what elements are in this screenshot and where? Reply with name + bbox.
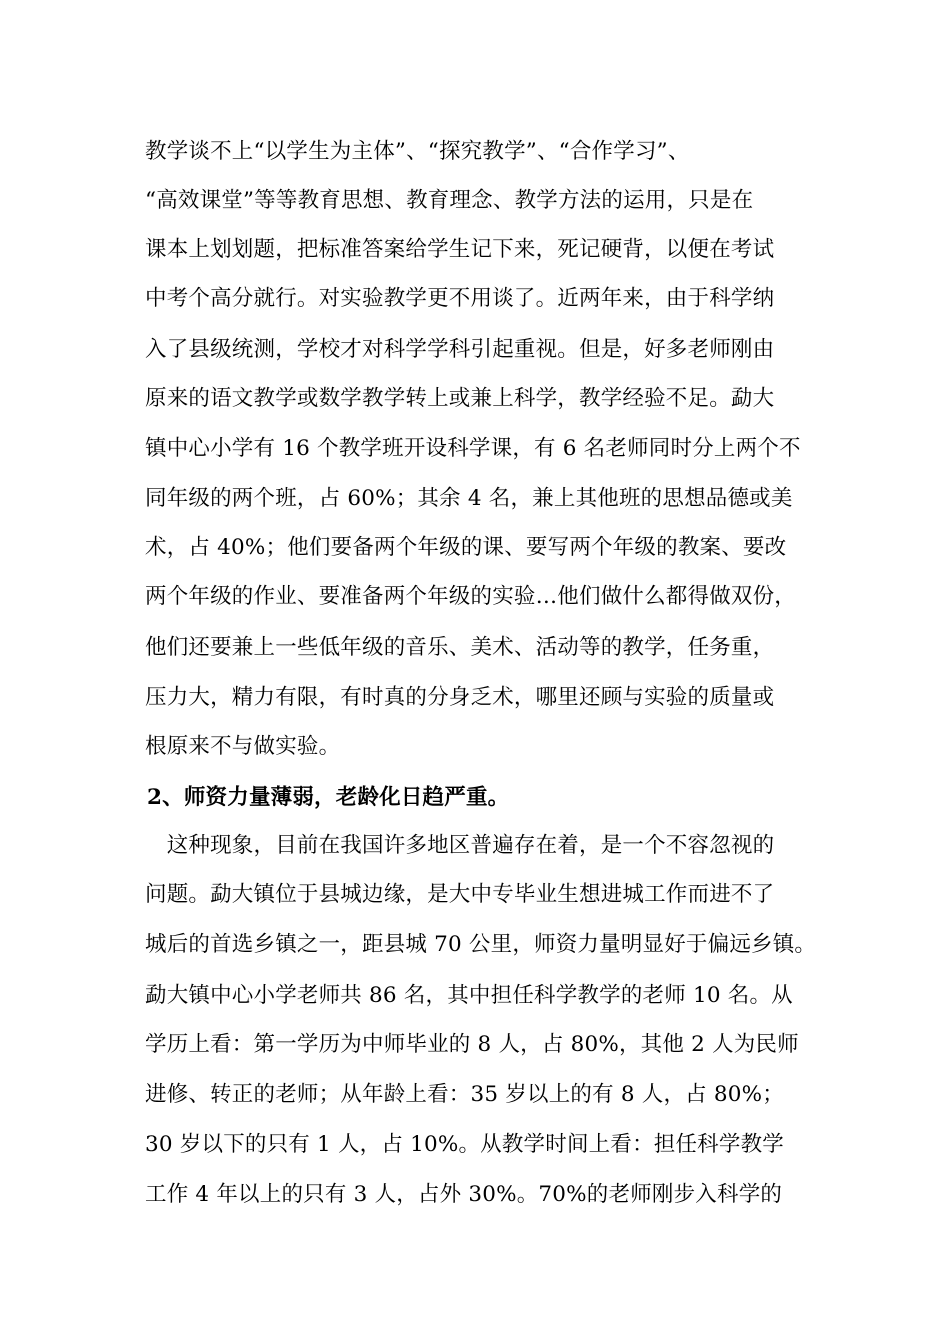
paragraph-line: 学历上看：第一学历为中师毕业的 8 人，占 80%，其他 2 人为民师 [145, 1032, 799, 1057]
paragraph-line: 同年级的两个班，占 60%；其余 4 名，兼上其他班的思想品德或美 [145, 486, 793, 511]
paragraph-line: 根原来不与做实验。 [145, 734, 341, 759]
paragraph-line: 工作 4 年以上的只有 3 人，占外 30%。70%的老师刚步入科学的 [145, 1182, 783, 1207]
paragraph-line: 入了县级统测，学校才对科学学科引起重视。但是，好多老师刚由 [145, 337, 775, 362]
paragraph-line: 中考个高分就行。对实验教学更不用谈了。近两年来，由于科学纳 [145, 286, 775, 311]
paragraph-line: 教学谈不上“以学生为主体”、“探究教学”、“合作学习”、 [145, 139, 690, 164]
paragraph-line: 两个年级的作业、要准备两个年级的实验…他们做什么都得做双份， [145, 584, 797, 609]
paragraph-line: 课本上划划题，把标准答案给学生记下来，死记硬背，以便在考试 [145, 237, 775, 262]
paragraph-line: 城后的首选乡镇之一，距县城 70 公里，师资力量明显好于偏远乡镇。 [145, 932, 817, 957]
paragraph-line: 他们还要兼上一些低年级的音乐、美术、活动等的教学，任务重， [145, 635, 775, 660]
paragraph-line: 勐大镇中心小学老师共 86 名，其中担任科学教学的老师 10 名。从 [145, 983, 793, 1008]
paragraph-line: 进修、转正的老师；从年龄上看：35 岁以上的有 8 人，占 80%； [145, 1082, 784, 1107]
paragraph-line: “高效课堂”等等教育思想、教育理念、教学方法的运用，只是在 [145, 188, 754, 213]
paragraph-line: 原来的语文教学或数学教学转上或兼上科学，教学经验不足。勐大 [145, 386, 775, 411]
paragraph-line: 这种现象，目前在我国许多地区普遍存在着，是一个不容忽视的 [145, 833, 775, 858]
paragraph-line: 30 岁以下的只有 1 人，占 10%。从教学时间上看：担任科学教学 [145, 1132, 784, 1157]
paragraph-line: 压力大，精力有限，有时真的分身乏术，哪里还顾与实验的质量或 [145, 685, 775, 710]
paragraph-line: 问题。勐大镇位于县城边缘，是大中专毕业生想进城工作而进不了 [145, 882, 775, 907]
paragraph-line: 镇中心小学有 16 个教学班开设科学课，有 6 名老师同时分上两个不 [145, 436, 801, 461]
paragraph-line: 术，占 40%；他们要备两个年级的课、要写两个年级的教案、要改 [145, 535, 787, 560]
section-heading: 2、师资力量薄弱，老龄化日趋严重。 [147, 785, 510, 810]
